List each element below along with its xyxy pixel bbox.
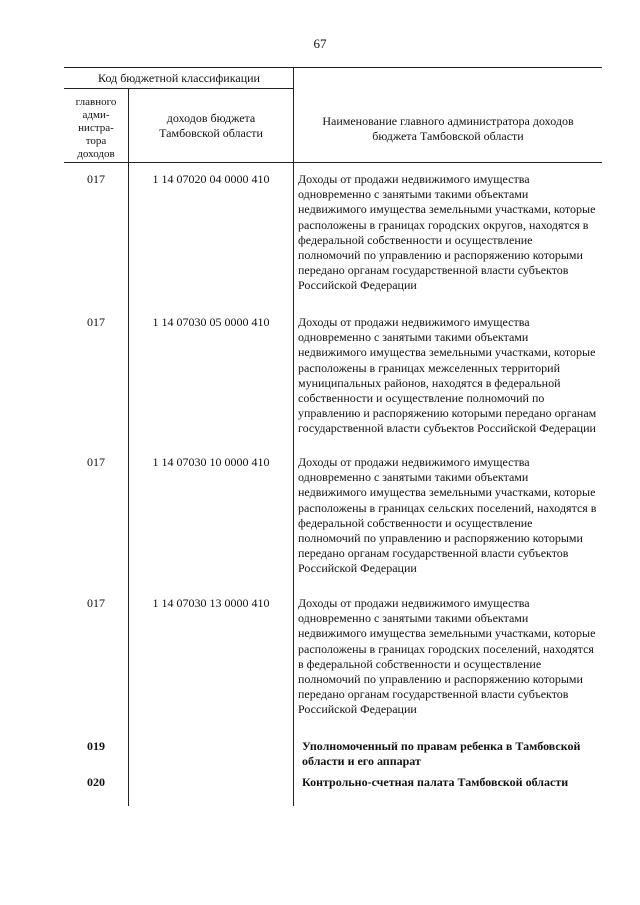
page-number: 67 bbox=[313, 36, 327, 51]
admin-code: 017 bbox=[87, 172, 105, 186]
admin-code: 017 bbox=[87, 315, 105, 329]
revenue-name: Доходы от продажи недвижимого имущества одновременно с занятыми такими объектами недвижимого имущества земельными участками, которые расположены в границах сельских поселений, находятся в федеральной собственности и осуществление полномочий по управлению и распоряжению которыми передано органам государственной власти субъектов Российской Федерации bbox=[298, 455, 597, 576]
header-admin-column: главного адми- нистра- тора доходов bbox=[75, 96, 117, 160]
administrator-name: Контрольно-счетная палата Тамбовской области bbox=[302, 775, 569, 789]
header-group-rule bbox=[64, 88, 294, 89]
revenue-name: Доходы от продажи недвижимого имущества одновременно с занятыми такими объектами недвижимого имущества земельными участками, которые расположены в границах городских поселений, находятся в федеральной собственности и осуществление полномочий по управлению и распоряжению которыми передано органам государственной власти субъектов Российской Федерации bbox=[298, 596, 596, 717]
budget-code: 1 14 07020 04 0000 410 bbox=[152, 172, 270, 186]
admin-code: 017 bbox=[87, 455, 105, 469]
header-top-rule bbox=[64, 67, 602, 68]
admin-code: 017 bbox=[87, 596, 105, 610]
column-divider-1 bbox=[128, 88, 129, 806]
header-bottom-rule bbox=[64, 162, 602, 163]
admin-code: 019 bbox=[87, 739, 105, 753]
header-code-group: Код бюджетной классификации bbox=[98, 71, 260, 85]
budget-code: 1 14 07030 05 0000 410 bbox=[152, 315, 270, 329]
admin-code: 020 bbox=[87, 775, 105, 789]
header-code-column: доходов бюджета Тамбовской области bbox=[159, 111, 263, 140]
revenue-name: Доходы от продажи недвижимого имущества одновременно с занятыми такими объектами недвижимого имущества земельными участками, которые расположены в границах межселенных территорий муниципальных районов, находятся в федеральной собственности и осуществление полномочий по управлению и распоряжению которыми передано органам государственной власти субъектов Российской Федерации bbox=[298, 315, 597, 436]
budget-code: 1 14 07030 10 0000 410 bbox=[152, 455, 270, 469]
revenue-name: Доходы от продажи недвижимого имущества одновременно с занятыми такими объектами недвижимого имущества земельными участками, которые расположены в границах городских округов, находятся в федеральной собственности и осуществление полномочий по управлению и распоряжению которыми передано органам государственной власти субъектов Российской Федерации bbox=[298, 172, 596, 293]
administrator-name: Уполномоченный по правам ребенка в Тамбовской области и его аппарат bbox=[302, 739, 581, 769]
header-name-column: Наименование главного администратора доходов бюджета Тамбовской области bbox=[322, 114, 574, 143]
budget-code: 1 14 07030 13 0000 410 bbox=[152, 596, 270, 610]
column-divider-2 bbox=[293, 67, 294, 806]
